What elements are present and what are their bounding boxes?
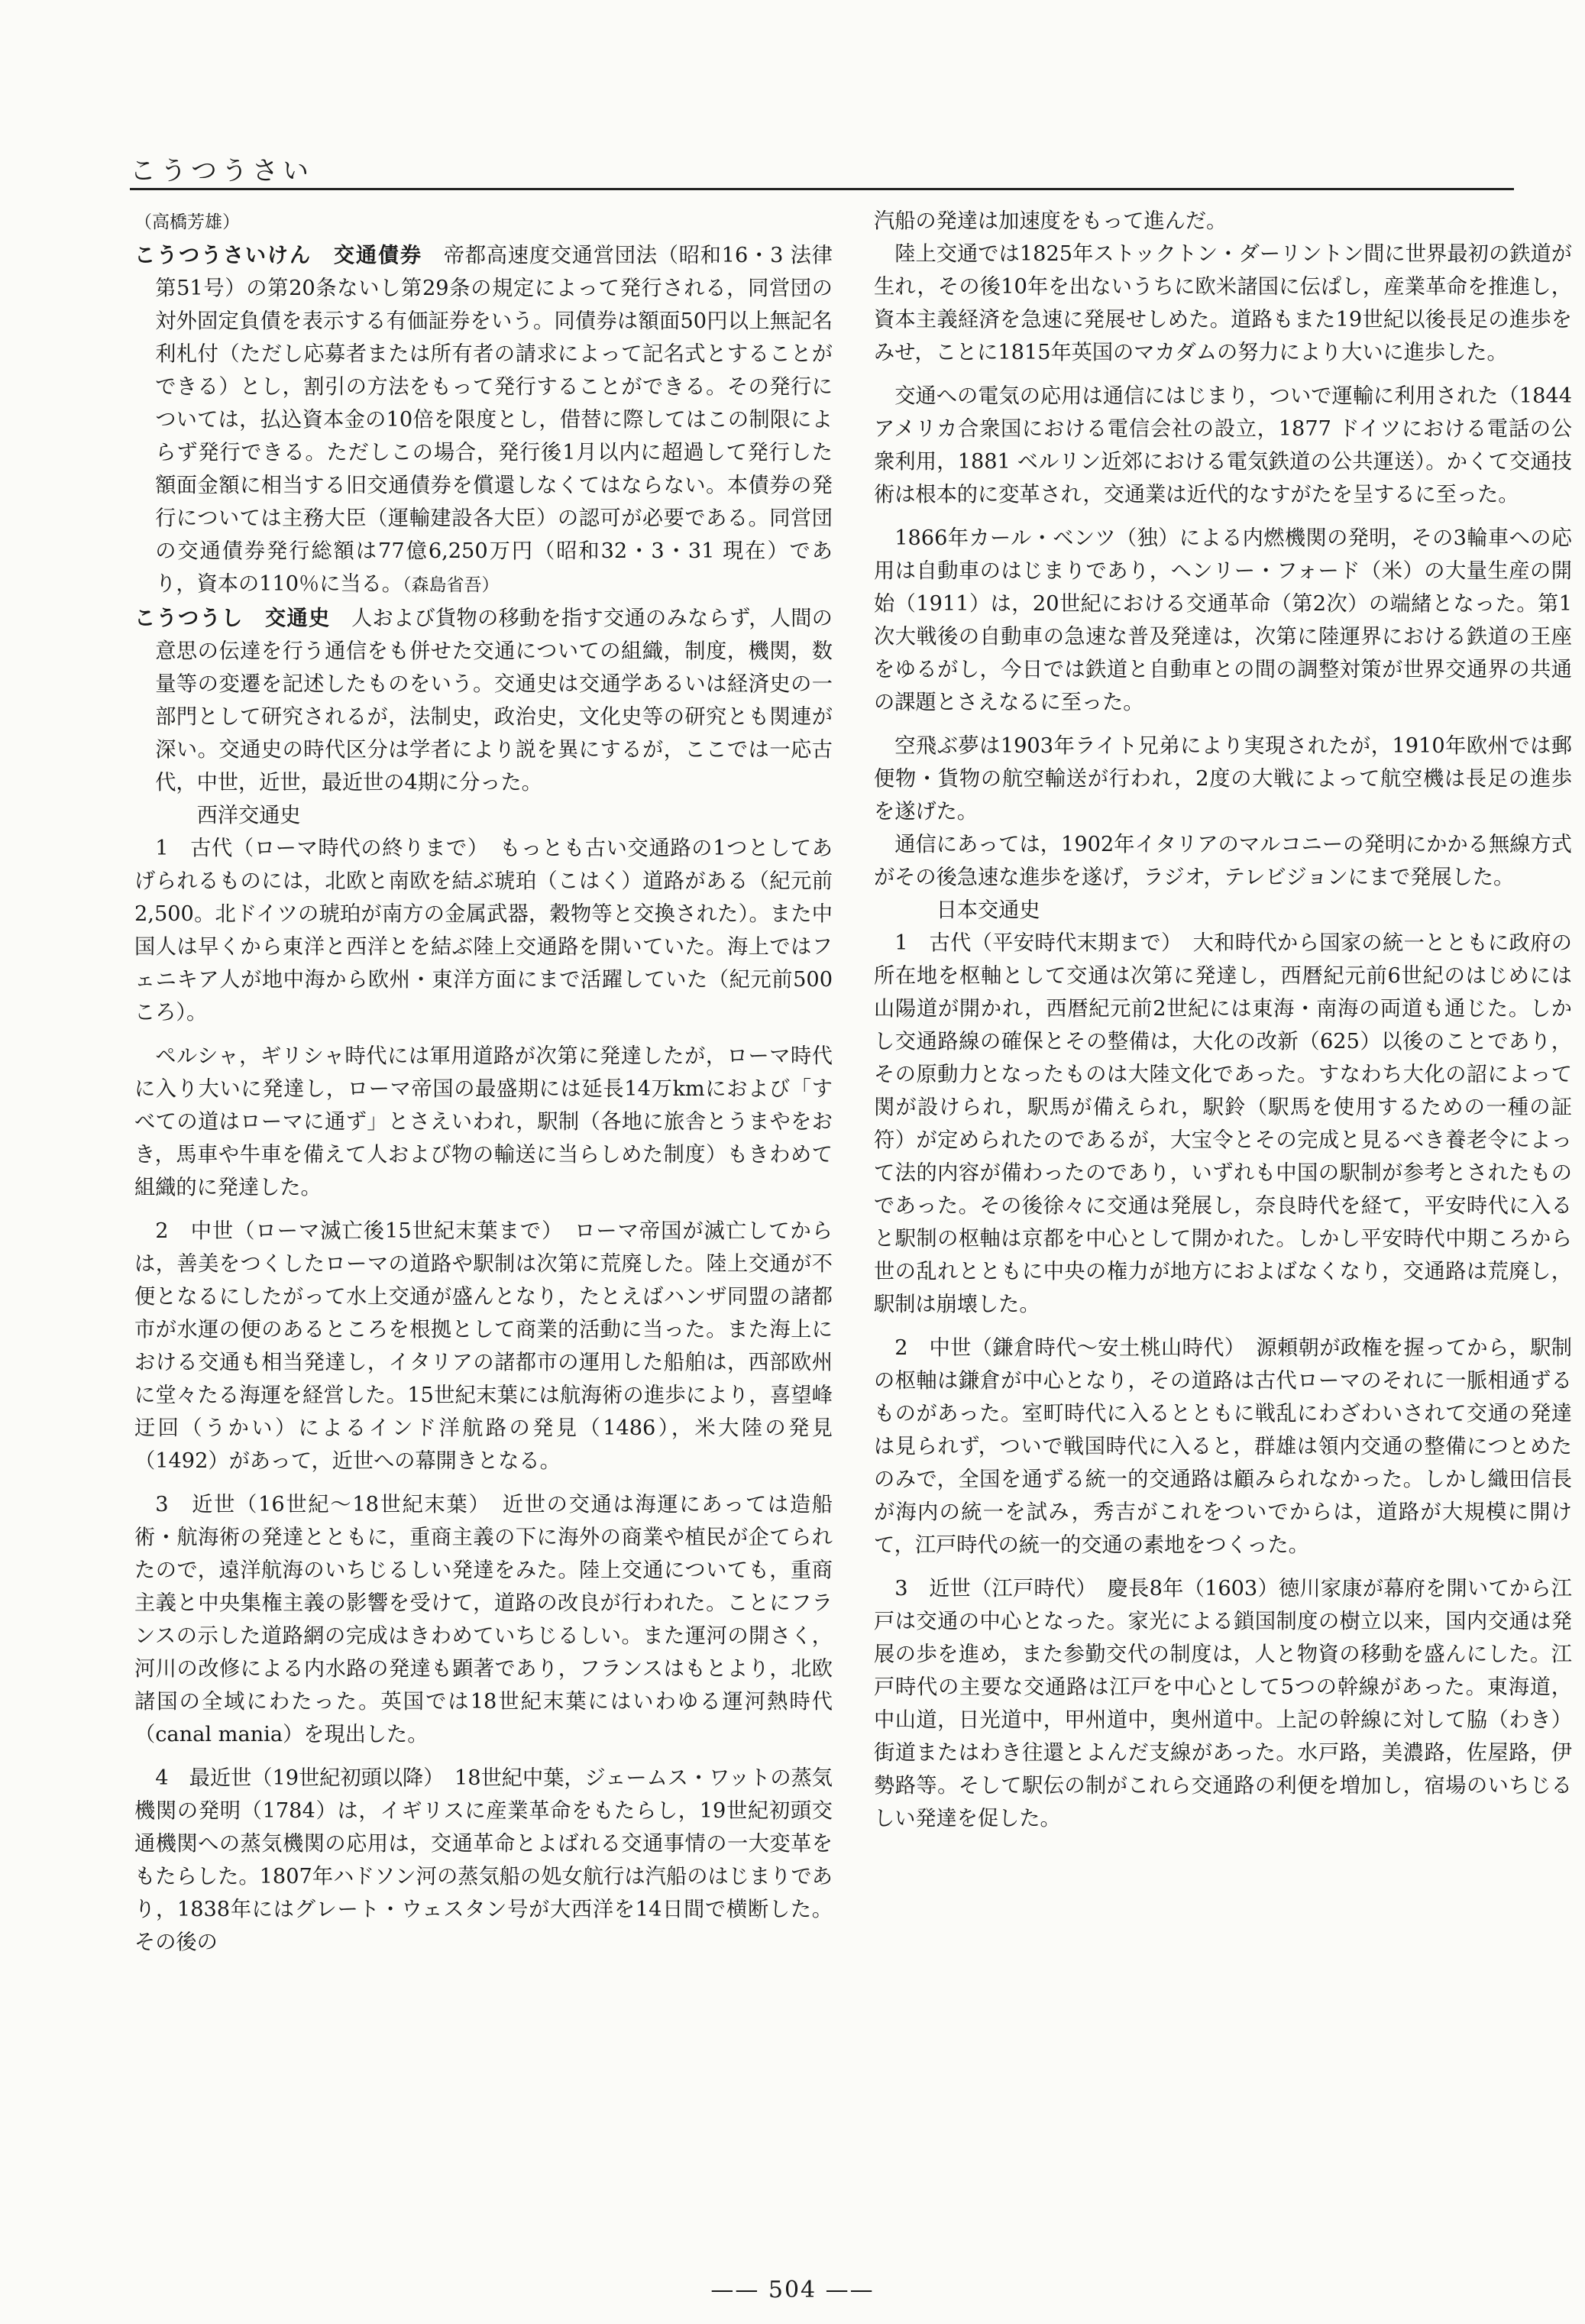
paragraph: 空飛ぶ夢は1903年ライト兄弟により実現されたが，1910年欧州では郵便物・貨物の航空輸送が行われ，2度の大戦によって航空機は長足の進歩を遂げた。 bbox=[874, 734, 1572, 824]
entry-kotsushi bbox=[134, 602, 833, 799]
header-rule bbox=[130, 188, 1514, 190]
paragraph: 1 古代（ローマ時代の終りまで） もっとも古い交通路の1つとしてあげられるものには，北欧と南欧を結ぶ琥珀（こはく）道路がある（紀元前2,500。北ドイツの琥珀が南方の金属武器，穀物等と交換された）。また中国人は早くから東洋と西洋とを結ぶ陸上交通路を開いていた。海上ではフェニキア人が地中海から欧州・東洋方面にまで活躍していた（紀元前500ころ）。 bbox=[134, 837, 833, 1024]
paragraph: 汽船の発達は加速度をもって進んだ。 bbox=[874, 209, 1228, 233]
paragraph: 陸上交通では1825年ストックトン・ダーリントン間に世界最初の鉄道が生れ，その後10年を出ないうちに欧米諸国に伝ぱし，産業革命を推進し，資本主義経済を急速に発展せしめた。道路もまた19世紀以後長足の進歩をみせ，ことに1815年英国のマカダムの努力により大いに進歩した。 bbox=[874, 242, 1572, 364]
entry-author: （森島省吾） bbox=[402, 575, 500, 595]
entry-body: 人および貨物の移動を指す交通のみならず，人間の意思の伝達を行う通信をも併せた交通についての組織，制度，機関，数量等の変遷を記述したものをいう。交通史は交通学あるいは経済史の一部門として研究されるが，法制史，政治史，文化史等の研究とも関連が深い。交通史の時代区分は学者により説を異にするが，ここでは一応古代，中世，近世，最近世の4期に分った。 bbox=[155, 607, 833, 795]
paragraph: ペルシャ，ギリシャ時代には軍用道路が次第に発達したが，ローマ時代に入り大いに発達し，ローマ帝国の最盛期には延長14万kmにおよび「すべての道はローマに通ず」とさえいわれ，駅制（各地に旅舎とうまやをおき，馬車や牛車を備えて人および物の輸送に当らしめた制度）もきわめて組織的に発達した。 bbox=[134, 1044, 833, 1199]
left-column bbox=[134, 205, 833, 1959]
paragraph: 交通への電気の応用は通信にはじまり，ついで運輸に利用された（1844 アメリカ合衆国における電信会社の設立，1877 ドイツにおける電話の公衆利用，1881 ベルリン近郊における電気鉄道の公共運送）。かくて交通技術は根本的に変革され，交通業は近代的なすがたを呈するに至った。 bbox=[874, 384, 1572, 507]
headword: こうつうさいけん 交通債券 bbox=[134, 244, 422, 267]
right-column bbox=[874, 205, 1572, 1835]
paragraph: 通信にあっては，1902年イタリアのマルコニーの発明にかかる無線方式がその後急速な進歩を遂げ，ラジオ，テレビジョンにまで発展した。 bbox=[874, 833, 1572, 889]
entry-body: 帝都高速度交通営団法（昭和16・3 法律第51号）の第20条ないし第29条の規定によって発行される，同営団の対外固定負債を表示する有価証券をいう。同債券は額面50円以上無記名利札付（ただし応募者または所有者の請求によって記名式とすることができる）とし，割引の方法をもって発行することができる。その発行については，払込資本金の10倍を限度とし，借替に際してはこの制限によらず発行できる。ただしこの場合，発行後1月以内に超過して発行した額面金額に相当する旧交通債券を償還しなくてはならない。本債券の発行については主務大臣（運輸建設各大臣）の認可が必要である。同営団の交通債券発行総額は77億6,250万円（昭和32・3・31 現在）であり，資本の110％に当る。 bbox=[155, 244, 833, 596]
paragraph: 2 中世（ローマ滅亡後15世紀末葉まで） ローマ帝国が滅亡してからは，善美をつくしたローマの道路や駅制は次第に荒廃した。陸上交通が不便となるにしたがって水上交通が盛んとなり，たとえばハンザ同盟の諸都市が水運の便のあるところを根拠として商業的活動に当った。また海上における交通も相当発達し，イタリアの諸都市の運用した船舶は，西部欧州に堂々たる海運を経営した。15世紀末葉には航海術の進歩により，喜望峰迂回（うかい）によるインド洋航路の発見（1486），米大陸の発見（1492）があって，近世への幕開きとなる。 bbox=[134, 1219, 833, 1473]
previous-entry-author: （高橋芳雄） bbox=[134, 212, 240, 232]
paragraph: 4 最近世（19世紀初頭以降） 18世紀中葉，ジェームス・ワットの蒸気機関の発明（1784）は，イギリスに産業革命をもたらし，19世紀初頭交通機関への蒸気機関の応用は，交通革命とよばれる交通事情の一大変革をもたらした。1807年ハドソン河の蒸気船の処女航行は汽船のはじまりであり，1838年にはグレート・ウェスタン号が大西洋を14日間で横断した。その後の bbox=[134, 1766, 833, 1954]
section-heading: 西洋交通史 bbox=[196, 804, 301, 827]
paragraph: 2 中世（鎌倉時代～安土桃山時代） 源頼朝が政権を握ってから，駅制の枢軸は鎌倉が中心となり，その道路は古代ローマのそれに一脈相通ずるものがあった。室町時代に入るとともに戦乱にわざわいされて交通の発達は見られず，ついで戦国時代に入ると，群雄は領内交通の整備につとめたのみで，全国を通ずる統一的交通路は顧みられなかった。しかし織田信長が海内の統一を試み，秀吉がこれをついでからは，道路が大規模に開けて，江戸時代の統一的交通の素地をつくった。 bbox=[874, 1336, 1572, 1557]
paragraph: 3 近世（江戸時代） 慶長8年（1603）徳川家康が幕府を開いてから江戸は交通の中心となった。家光による鎖国制度の樹立以来，国内交通は発展の歩を進め，また参勤交代の制度は，人と物資の移動を盛んにした。江戸時代の主要な交通路は江戸を中心として5つの幹線があった。東海道，中山道，日光道中，甲州道中，奥州道中。上記の幹線に対して脇（わき）街道またはわき往還とよんだ支線があった。水戸路，美濃路，佐屋路，伊勢路等。そして駅伝の制がこれら交通路の利便を増加し，宿場のいちじるしい発達を促した。 bbox=[874, 1577, 1572, 1830]
running-head: こうつうさい bbox=[130, 156, 313, 186]
entry-kotsu-saiken bbox=[134, 239, 833, 602]
paragraph: 3 近世（16世紀～18世紀末葉） 近世の交通は海運にあっては造船術・航海術の発達とともに，重商主義の下に海外の商業や植民が企てられたので，遠洋航海のいちじるしい発達をみた。陸上交通についても，重商主義と中央集権主義の影響を受けて，道路の改良が行われた。ことにフランスの示した道路網の完成はきわめていちじるしい。また運河の開さく，河川の改修による内水路の発達も顕著であり，フランスはもとより，北欧諸国の全域にわたった。英国では18世紀末葉にはいわゆる運河熱時代（canal mania）を現出した。 bbox=[134, 1493, 833, 1746]
headword: こうつうし 交通史 bbox=[134, 607, 331, 630]
page-number: —— 504 —— bbox=[710, 2277, 875, 2303]
paragraph: 1866年カール・ベンツ（独）による内燃機関の発明，その3輪車への応用は自動車のはじまりであり，ヘンリー・フォード（米）の大量生産の開始（1911）は，20世紀における交通革命（第2次）の端緒となった。第1次大戦後の自動車の急速な普及発達は，次第に陸運界における鉄道の王座をゆるがし，今日では鉄道と自動車との間の調整対策が世界交通界の共通の課題とさえなるに至った。 bbox=[874, 526, 1572, 714]
paragraph: 1 古代（平安時代末期まで） 大和時代から国家の統一とともに政府の所在地を枢軸として交通は次第に発達し，西暦紀元前6世紀のはじめには山陽道が開かれ，西暦紀元前2世紀には東海・南海の両道も通じた。しかし交通路線の確保とその整備は，大化の改新（625）以後のことであり，その原動力となったものは大陸文化であった。すなわち大化の詔によって関が設けられ，駅馬が備えられ，駅鈴（駅馬を使用するための一種の証符）が定められたのであるが，大宝令とその完成と見るべき養老令によって法的内容が備わったのであり，いずれも中国の駅制が参考とされたものであった。その後徐々に交通は発展し，奈良時代を経て，平安時代に入ると駅制の枢軸は京都を中心として開かれた。しかし平安時代中期ころから世の乱れとともに中央の権力が地方におよばなくなり，交通路は荒廃し，駅制は崩壊した。 bbox=[874, 931, 1572, 1316]
section-heading: 日本交通史 bbox=[936, 898, 1040, 922]
